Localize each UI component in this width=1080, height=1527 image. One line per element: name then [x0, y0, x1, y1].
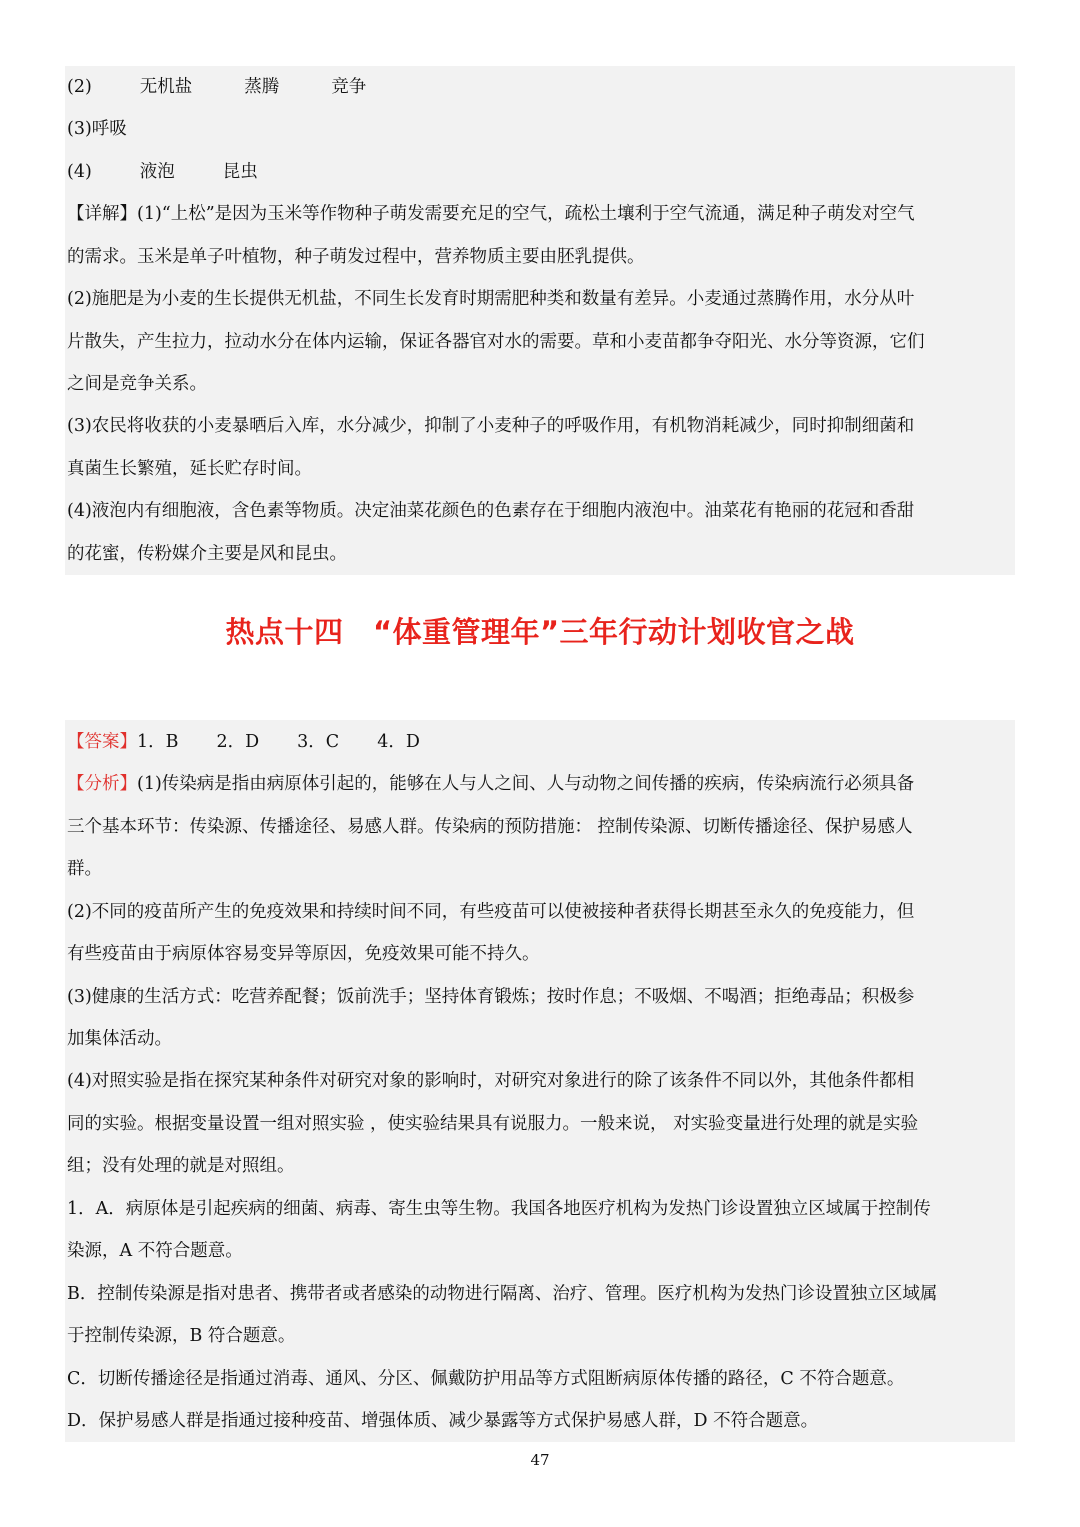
explanation-line: B．控制传染源是指对患者、携带者或者感染的动物进行隔离、治疗、管理。医疗机构为发热门诊设置独立区域属: [67, 1284, 938, 1304]
analysis-line: 加集体活动。: [67, 1029, 172, 1049]
answer-key-line: [67, 731, 420, 753]
detail-line: 的花蜜，传粉媒介主要是风和昆虫。: [67, 544, 347, 564]
answer-line-4: [67, 161, 258, 183]
answer-block-hotspot-14: [65, 720, 1015, 1442]
analysis-label: 【分析】: [67, 774, 137, 794]
section-title: 热点十四 “体重管理年”三年行动计划收官之战: [225, 615, 855, 649]
explanation-line: D．保护易感人群是指通过接种疫苗、增强体质、减少暴露等方式保护易感人群，D 不符合题意。: [67, 1411, 819, 1431]
explanation-line: 于控制传染源，B 符合题意。: [67, 1326, 296, 1346]
analysis-line: 三个基本环节：传染源、传播途径、易感人群。传染病的预防措施： 控制传染源、切断传播途径、保护易感人: [67, 817, 913, 837]
answer-number: (2): [67, 77, 92, 97]
answer-block-previous: [65, 66, 1015, 575]
analysis-line: 同的实验。根据变量设置一组对照实验 ，使实验结果具有说服力。一般来说， 对实验变量进行处理的就是实验: [67, 1114, 919, 1134]
answer-item: 3．C: [297, 732, 340, 752]
answer-item: 2．D: [216, 732, 260, 752]
answer-label: 【答案】: [67, 732, 137, 752]
detail-line: (4)液泡内有细胞液，含色素等物质。决定油菜花颜色的色素存在于细胞内液泡中。油菜花有艳丽的花冠和香甜: [67, 501, 915, 521]
detail-line: 之间是竞争关系。: [67, 374, 207, 394]
analysis-text: (1)传染病是指由病原体引起的，能够在人与人之间、人与动物之间传播的疾病，传染病流行必须具备: [137, 774, 915, 794]
detail-line: 真菌生长繁殖，延长贮存时间。: [67, 459, 312, 479]
analysis-line: 有些疫苗由于病原体容易变异等原因，免疫效果可能不持久。: [67, 944, 540, 964]
answer-value: 蒸腾: [244, 77, 280, 97]
analysis-line: (2)不同的疫苗所产生的免疫效果和持续时间不同，有些疫苗可以使被接种者获得长期甚至永久的免疫能力，但: [67, 902, 915, 922]
answer-value: 昆虫: [222, 162, 258, 182]
page-number: 47: [530, 1451, 550, 1469]
explanation-line: C．切断传播途径是指通过消毒、通风、分区、佩戴防护用品等方式阻断病原体传播的路径，C 不符合题意。: [67, 1369, 905, 1389]
answer-line-3: (3)呼吸: [67, 119, 127, 139]
detail-line: (2)施肥是为小麦的生长提供无机盐，不同生长发育时期需肥种类和数量有差异。小麦通过蒸腾作用，水分从叶: [67, 289, 915, 309]
detail-line: (3)农民将收获的小麦暴晒后入库，水分减少，抑制了小麦种子的呼吸作用，有机物消耗减少，同时抑制细菌和: [67, 416, 915, 436]
answer-number: (4): [67, 162, 92, 182]
analysis-line: [67, 773, 914, 795]
analysis-line: (3)健康的生活方式：吃营养配餐；饭前洗手；坚持体育锻炼；按时作息；不吸烟、不喝酒；拒绝毒品；积极参: [67, 987, 915, 1007]
explanation-line: 1．A．病原体是引起疾病的细菌、病毒、寄生虫等生物。我国各地医疗机构为发热门诊设置独立区域属于控制传: [67, 1199, 931, 1219]
detail-line: [67, 203, 915, 225]
answer-value: 竞争: [331, 77, 367, 97]
explanation-line: 染源，A 不符合题意。: [67, 1241, 243, 1261]
analysis-line: 组；没有处理的就是对照组。: [67, 1156, 295, 1176]
detail-text: (1)“上松”是因为玉米等作物种子萌发需要充足的空气，疏松土壤利于空气流通，满足种子萌发对空气: [137, 204, 915, 224]
answer-item: 1．B: [137, 732, 179, 752]
answer-value: 无机盐: [139, 77, 193, 97]
analysis-line: (4)对照实验是指在探究某种条件对研究对象的影响时，对研究对象进行的除了该条件不同以外，其他条件都相: [67, 1071, 915, 1091]
answer-value: 液泡: [139, 162, 175, 182]
detail-line: 的需求。玉米是单子叶植物，种子萌发过程中，营养物质主要由胚乳提供。: [67, 247, 645, 267]
detail-label: 【详解】: [67, 204, 137, 224]
answer-line-2: [67, 76, 366, 98]
detail-line: 片散失，产生拉力，拉动水分在体内运输，保证各器官对水的需要。草和小麦苗都争夺阳光、水分等资源，它们: [67, 332, 925, 352]
analysis-line: 群。: [67, 859, 102, 879]
answer-item: 4．D: [377, 732, 420, 752]
